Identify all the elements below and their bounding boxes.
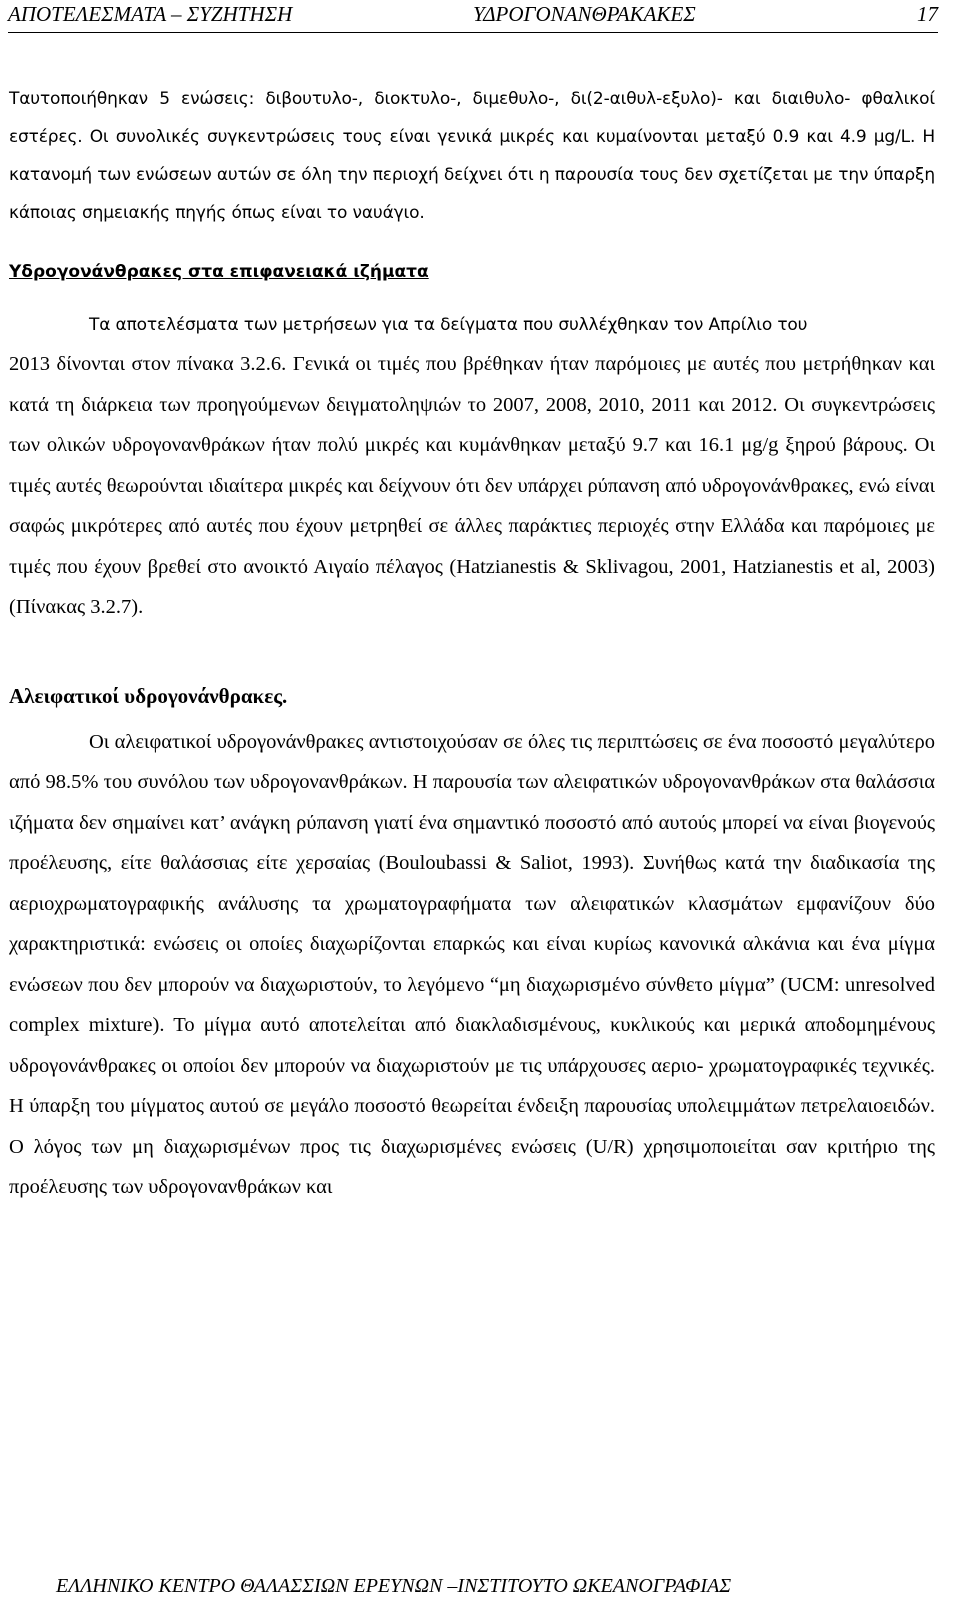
page-body	[9, 80, 935, 1208]
header-chapter-title: ΥΔΡΟΓΟΝΑΝΘΡΑΚΑΚΕΣ	[473, 2, 696, 26]
header-section-title: ΑΠΟΤΕΛΕΣΜΑΤΑ – ΣΥΖΗΤΗΣΗ	[8, 2, 293, 26]
page-footer: ΕΛΛΗΝΙΚΟ ΚΕΝΤΡΟ ΘΑΛΑΣΣΙΩΝ ΕΡΕΥΝΩΝ –ΙΝΣΤΙΤΟΥΤΟ ΩΚΕΑΝΟΓΡΑΦΙΑΣ	[56, 1575, 732, 1597]
paragraph-results-intro: Τα αποτελέσματα των μετρήσεων για τα δείγματα που συλλέχθηκαν τον Απρίλιο του	[89, 315, 808, 335]
paragraph-results: 2013 δίνονται στον πίνακα 3.2.6. Γενικά οι τιμές που βρέθηκαν ήταν παρόμοιες με αυτές που μετρήθηκαν και κατά τη διάρκεια των προηγούμενων δειγματοληψιών το 2007, 2008, 2010, 2011 και 2012. Οι συγκεντρώσεις των ολικών υδρογονανθράκων ήταν πολύ μικρές και κυμάνθηκαν μεταξύ 9.7 και 16.1 μg/g ξηρού βάρους. Οι τιμές αυτές θεωρούνται ιδιαίτερα μικρές και δείχνουν ότι δεν υπάρχει ρύπανση από υδρογονάνθρακες, ενώ είναι σαφώς μικρότερες από αυτές που έχουν μετρηθεί σε άλλες παράκτιες περιοχές στην Ελλάδα και παρόμοιες με τιμές που έχουν βρεθεί στο ανοικτό Αιγαίο πέλαγος (Hatzianestis & Sklivagou, 2001, Hatzianestis et al, 2003) (Πίνακας 3.2.7).	[9, 353, 935, 618]
heading-aliphatic: Αλειφατικοί υδρογονάνθρακες.	[9, 683, 288, 708]
paragraph-aliphatic: Οι αλειφατικοί υδρογονάνθρακες αντιστοιχούσαν σε όλες τις περιπτώσεις σε ένα ποσοστό μεγαλύτερο από 98.5% του συνόλου των υδρογονανθράκων. Η παρουσία των αλειφατικών υδρογονανθράκων στα θαλάσσια ιζήματα δεν σημαίνει κατ’ ανάγκη ρύπανση γιατί ένα σημαντικό ποσοστό από αυτούς μπορεί να είναι βιογενούς προέλευσης, είτε θαλάσσιας είτε χερσαίας (Bouloubassi & Saliot, 1993). Συνήθως κατά την διαδικασία της αεριοχρωματογραφικής ανάλυσης τα χρωματογραφήματα των αλειφατικών κλασμάτων εμφανίζουν δύο χαρακτηριστικά: ενώσεις οι οποίες διαχωρίζονται επαρκώς και είναι κυρίως κανονικά αλκάνια και ένα μίγμα ενώσεων που δεν μπορούν να διαχωριστούν, το λεγόμενο “μη διαχωρισμένο σύνθετο μίγμα” (UCM: unresolved complex mixture). Το μίγμα αυτό αποτελείται από διακλαδισμένους, κυκλικούς και μερικά αποδομημένους υδρογονάνθρακες οι οποίοι δεν μπορούν να διαχωριστούν με τις υπάρχουσες αεριο- χρωματογραφικές τεχνικές. Η ύπαρξη του μίγματος αυτού σε μεγάλο ποσοστό θεωρείται ένδειξη παρουσίας υπολειμμάτων πετρελαιοειδών. Ο λόγος των μη διαχωρισμένων προς τις διαχωρισμένες ενώσεις (U/R) χρησιμοποιείται σαν κριτήριο της προέλευσης των υδρογονανθράκων και	[9, 730, 935, 1198]
page-number: 17	[917, 2, 938, 26]
page-header	[8, 0, 938, 33]
paragraph-phthalates: Ταυτοποιήθηκαν 5 ενώσεις: διβουτυλο-, διοκτυλο-, διμεθυλο-, δι(2-αιθυλ-εξυλο)- και διαιθυλο- φθαλικοί εστέρες. Οι συνολικές συγκεντρώσεις τους είναι γενικά μικρές και κυμαίνονται μεταξύ 0.9 και 4.9 μg/L. Η κατανομή των ενώσεων αυτών σε όλη την περιοχή δείχνει ότι η παρουσία τους δεν σχετίζεται με την ύπαρξη κάποιας σημειακής πηγής όπως είναι το ναυάγιο.	[9, 89, 935, 223]
heading-surface-sediments: Υδρογονάνθρακες στα επιφανειακά ιζήματα	[9, 262, 429, 282]
